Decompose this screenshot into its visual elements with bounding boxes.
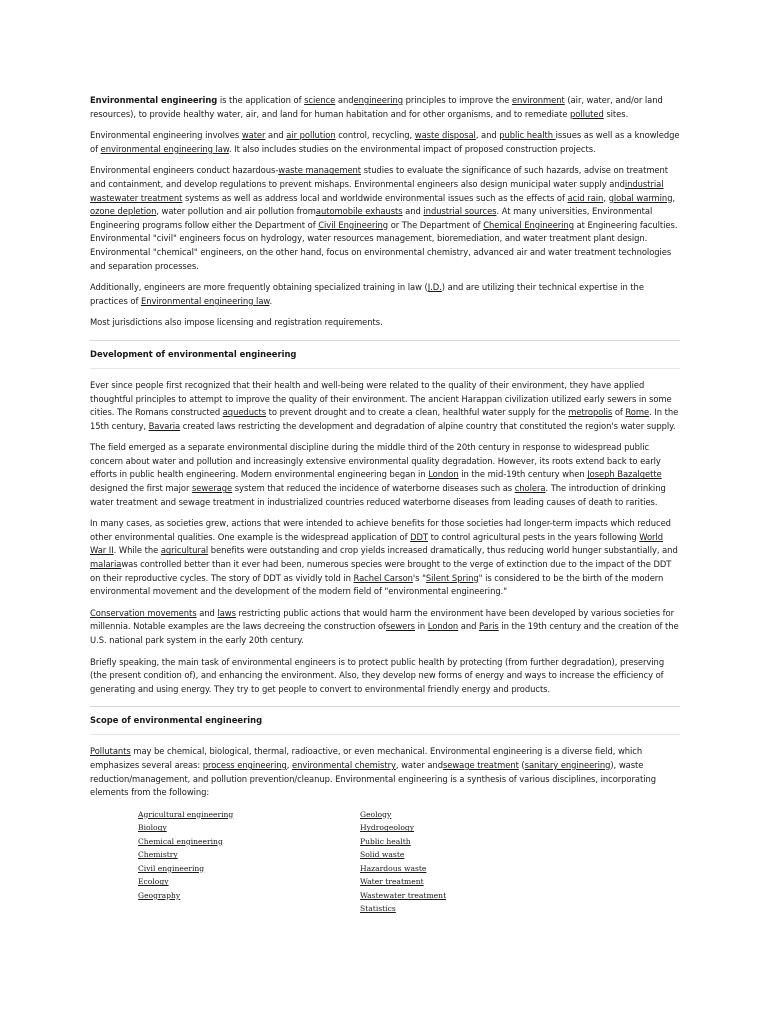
text-run: to prevent drought and to create a clean, healthful water supply for the [266, 407, 569, 418]
text-run: of [612, 407, 626, 418]
text-run: . In the 15th century, [90, 407, 679, 431]
text-run: to control agricultural pests in the years following [428, 531, 640, 542]
inline-link[interactable]: industrial wastewater treatment [90, 178, 664, 203]
discipline-item [360, 875, 446, 889]
discipline-link[interactable]: Hazardous waste [360, 863, 427, 873]
text-run: designed the first major [90, 483, 192, 494]
discipline-item [138, 862, 233, 876]
discipline-item [360, 821, 446, 835]
text-run: was controlled better than it ever had been, numerous species were brought to the verge of extinction due to the impact of the DDT on their reproductive cycles. The story of DDT as vividly told in [90, 559, 672, 583]
text-run: restricting public actions that would harm the environment have been developed by various societies for millennia. Notable examples are the laws decreeing the construction of [90, 607, 675, 632]
text-run: Environmental engineering involves [90, 130, 242, 141]
inline-link[interactable]: Paris [479, 621, 499, 632]
discipline-link[interactable]: Statistics [360, 904, 396, 914]
inline-link[interactable]: global warming [608, 192, 673, 203]
inline-link[interactable]: waste management [278, 165, 362, 176]
discipline-item [360, 902, 446, 916]
discipline-item [138, 848, 233, 862]
inline-link[interactable]: Rome [625, 407, 650, 418]
text-run: " is considered to be the birth of the modern environmental movement and the development of the modern field of "environmental engineering." [90, 572, 664, 597]
inline-link[interactable]: Chemical Engineering [483, 219, 574, 230]
discipline-item [138, 808, 233, 822]
discipline-link[interactable]: Geology [360, 809, 392, 819]
text-run: in the 19th century and the creation of the U.S. national park system in the early 20th century. [90, 621, 679, 645]
discipline-item [360, 835, 446, 849]
text-run: or The Department of [388, 219, 484, 230]
inline-link[interactable]: Conservation movements [90, 607, 197, 618]
inline-link[interactable]: environment [511, 95, 565, 105]
discipline-link[interactable]: Biology [138, 823, 167, 833]
heading-underline [90, 734, 680, 735]
discipline-link[interactable]: Ecology [138, 877, 169, 887]
inline-link[interactable]: metropolis [568, 407, 613, 418]
intro-paragraph-5 [90, 316, 680, 330]
discipline-item [360, 808, 446, 822]
inline-link[interactable]: DDT [410, 531, 428, 542]
inline-link[interactable]: Silent Spring [425, 572, 479, 583]
discipline-item [360, 889, 446, 903]
bold-term: Environmental engineering [90, 95, 218, 105]
development-paragraph-2 [90, 441, 680, 509]
inline-link[interactable]: London [427, 621, 459, 632]
inline-link[interactable]: World War II [90, 531, 663, 556]
section-divider [90, 340, 680, 341]
text-run: , and [475, 130, 500, 141]
discipline-link[interactable]: Hydrogeology [360, 823, 415, 833]
discipline-link[interactable]: Solid waste [360, 850, 405, 860]
inline-link[interactable]: Civil Engineering [318, 219, 389, 230]
inline-link[interactable]: engineering [353, 95, 404, 105]
section-divider [90, 706, 680, 707]
text-run: In many cases, as societies grew, actions that were intended to achieve benefits for those societies had longer-term impacts which reduced other environmental qualities. One example is the widespread application of [90, 518, 671, 542]
inline-link[interactable]: agricultural [160, 545, 209, 556]
inline-link[interactable]: environmental engineering law [100, 143, 229, 154]
text-run: , [603, 192, 609, 203]
inline-link[interactable]: Joseph Bazalgette [587, 469, 662, 480]
inline-link[interactable]: Bavaria [148, 420, 181, 431]
text-run: . While the [113, 545, 161, 556]
disciplines-list [90, 808, 680, 918]
inline-link[interactable]: Rachel Carson [353, 572, 413, 583]
discipline-item [138, 875, 233, 889]
text-run: at Engineering faculties. Environmental "civil" engineers focus on hydrology, water resources management, bioremediation, and water treatment plant design. Environmental "chemical" engineers, on the other hand, focus on environmental chemistry, advanced air and water treatment technologies and separation processes. [90, 219, 678, 271]
development-paragraph-3 [90, 517, 680, 599]
inline-link[interactable]: water [241, 130, 266, 141]
text-run: created laws restricting the development and degradation of alpine country that constituted the region's water supply. [180, 420, 676, 431]
text-run: is the application of [217, 95, 305, 105]
text-run: may be chemical, biological, thermal, radioactive, or even mechanical. Environmental engineering is a diverse field, which emphasizes several areas: [90, 746, 643, 770]
development-paragraph-5 [90, 656, 680, 697]
text-run: , [286, 759, 292, 770]
discipline-item [138, 835, 233, 849]
inline-link[interactable]: sewage treatment [442, 759, 519, 770]
text-run: ), waste reduction/management, and pollution prevention/cleanup. Environmental engineering is a synthesis of various disciplines, incorporating elements from the following: [90, 759, 657, 798]
text-run: in [414, 621, 428, 632]
discipline-link[interactable]: Civil engineering [138, 863, 205, 873]
inline-link[interactable]: sewers [385, 621, 415, 632]
text-run: and [196, 607, 218, 618]
text-run: Environmental engineers conduct hazardous- [90, 165, 279, 176]
inline-link[interactable]: environmental chemistry [292, 759, 396, 770]
discipline-link[interactable]: Water treatment [360, 877, 424, 887]
inline-link[interactable]: polluted [569, 108, 604, 119]
discipline-item [360, 862, 446, 876]
inline-link[interactable]: malaria [90, 559, 122, 570]
text-run: and [265, 130, 287, 141]
text-run: , [672, 192, 676, 203]
text-run: Additionally, engineers are more frequently obtaining specialized training in law ( [90, 282, 428, 293]
intro-paragraph-2 [90, 129, 680, 156]
discipline-link[interactable]: Wastewater treatment [360, 890, 447, 900]
text-run: and [335, 95, 354, 105]
text-run: and [402, 206, 424, 217]
scope-paragraph-1 [90, 745, 680, 799]
text-run: . At many universities, Environmental Engineering programs follow either the Department of [90, 206, 653, 230]
text-run: . The introduction of drinking water treatment and sewage treatment in industrialized countries reduced waterborne diseases from leading causes of death to rarities. [90, 483, 666, 507]
intro-paragraph-1 [90, 94, 680, 121]
text-run: control, recycling, [335, 130, 415, 141]
disciplines-left-column [138, 808, 233, 903]
article-body [90, 94, 680, 918]
inline-link[interactable]: process engineering [202, 759, 287, 770]
inline-link[interactable]: London [428, 469, 459, 480]
text-run: Most jurisdictions also impose licensing and registration requirements. [90, 317, 383, 328]
text-run: and [458, 621, 479, 632]
inline-link[interactable]: ozone depletion [90, 206, 157, 217]
text-run: , water and [395, 759, 443, 770]
discipline-link[interactable]: Chemical engineering [138, 836, 223, 846]
text-run: ) and are utilizing their technical expertise in the practices of [90, 282, 644, 306]
section-heading-development: Development of environmental engineering [90, 348, 297, 359]
inline-link[interactable]: sanitary engineering [524, 759, 611, 770]
inline-link[interactable]: waste disposal [414, 130, 476, 141]
discipline-link[interactable]: Agricultural engineering [138, 809, 234, 819]
inline-link[interactable]: Pollutants [90, 746, 131, 757]
inline-link[interactable]: laws [217, 607, 236, 618]
text-run: (air, water, and/or land resources), to provide healthy water, air, and land for human habitation and for other organisms, and to remediate [90, 95, 663, 119]
inline-link[interactable]: industrial sources [423, 206, 497, 217]
inline-link[interactable]: aqueducts [222, 407, 267, 418]
text-run: principles to improve the [403, 95, 512, 105]
inline-link[interactable]: sewerage [191, 483, 233, 494]
text-run: Briefly speaking, the main task of environmental engineers is to protect public health by protecting (from further degradation), preserving (the present condition of), and enhancing the environment. Also, they develop new forms of energy and ways to increase the efficiency of generating and using energy. They try to get people to convert to environmental friendly energy and products. [90, 656, 665, 694]
text-run: benefits were outstanding and crop yields increased dramatically, thus reducing world hunger substantially, and [208, 545, 678, 556]
discipline-item [138, 889, 233, 903]
intro-paragraph-4 [90, 281, 680, 308]
inline-link[interactable]: acid rain [567, 192, 604, 203]
inline-link[interactable]: public health [499, 130, 556, 141]
text-run: in the mid-19th century when [458, 469, 588, 480]
text-run: , water pollution and air pollution from [156, 206, 316, 217]
inline-link[interactable]: J.D. [427, 282, 442, 293]
discipline-link[interactable]: Geography [138, 890, 181, 900]
development-paragraph-1 [90, 379, 680, 433]
inline-link[interactable]: Environmental engineering law [140, 295, 270, 306]
discipline-link[interactable]: Public health [360, 836, 411, 846]
heading-underline [90, 368, 680, 369]
text-run: . [269, 295, 273, 306]
text-run: system that reduced the incidence of waterborne diseases such as [232, 483, 515, 494]
disciplines-right-column [360, 808, 446, 916]
development-paragraph-4 [90, 607, 680, 648]
text-run: Ever since people first recognized that their health and well-being were related to the quality of their environment, they have applied thoughtful principles to attempt to improve the quality of their environment. The ancient Harappan civilization utilized early sewers in some cities. The Romans constructed [90, 379, 672, 418]
inline-link[interactable]: automobile exhausts [315, 206, 403, 217]
text-run: . It also includes studies on the environmental impact of proposed construction projects. [228, 143, 596, 154]
text-run: sites. [603, 108, 629, 119]
discipline-link[interactable]: Chemistry [138, 850, 178, 860]
text-run: 's " [412, 572, 426, 583]
text-run: ( [518, 759, 525, 770]
inline-link[interactable]: air pollution [286, 130, 336, 141]
text-run: issues as well as a knowledge of [90, 130, 680, 154]
text-run: systems as well as address local and worldwide environmental issues such as the effects of [182, 192, 568, 203]
discipline-item [138, 821, 233, 835]
text-run: The field emerged as a separate environmental discipline during the middle third of the 20th century in response to widespread public concern about water and pollution and increasingly extensive environmental quality degradation. However, its roots extend back to early efforts in public health engineering. Modern environmental engineering began in [90, 442, 661, 480]
inline-link[interactable]: cholera [514, 483, 546, 494]
inline-link[interactable]: science [304, 95, 336, 105]
intro-paragraph-3 [90, 164, 680, 273]
text-run: studies to evaluate the significance of such hazards, advise on treatment and containment, and develop regulations to prevent mishaps. Environmental engineers also design municipal water supply and [90, 165, 669, 189]
section-heading-scope: Scope of environmental engineering [90, 715, 263, 726]
discipline-item [360, 848, 446, 862]
